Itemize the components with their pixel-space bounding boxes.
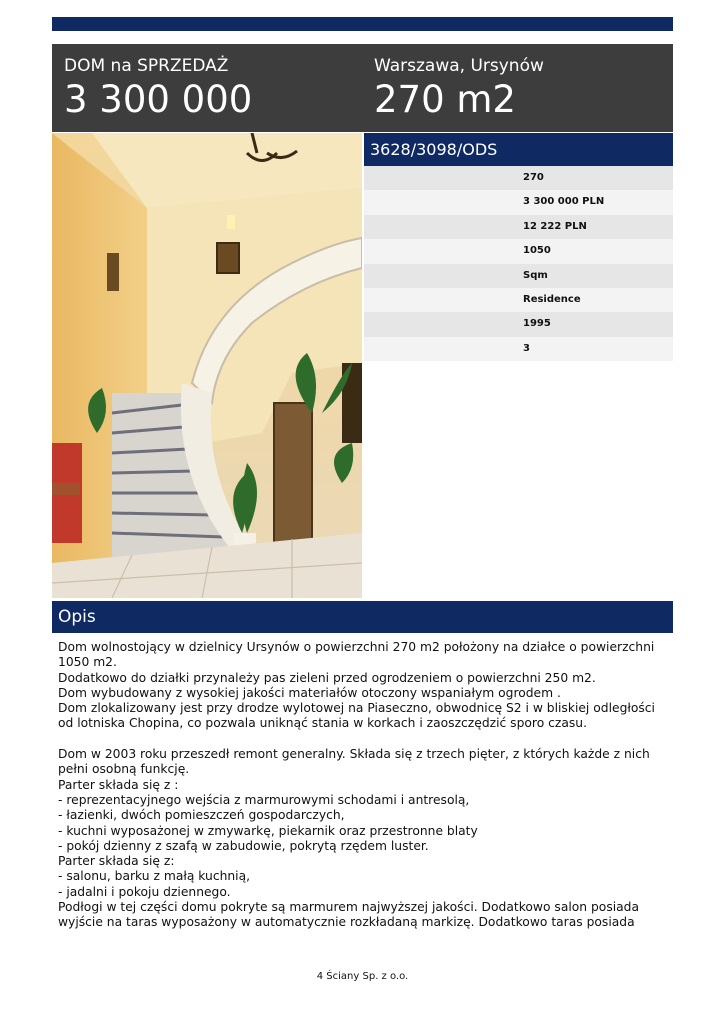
price: 3 300 000 [64,78,253,121]
description-line: pełni osobną funkcję. [58,762,190,777]
detail-row: 3 300 000 PLN [364,190,673,214]
listing-header [52,44,673,132]
description-body [58,640,670,931]
description-line: od lotniska Chopina, co pozwala uniknąć stania w korkach i zaoszczędzić sporo czasu. [58,716,587,731]
location: Warszawa, Ursynów [374,56,544,76]
description-line: - reprezentacyjnego wejścia z marmurowymi schodami i antresolą, [58,792,470,807]
staircase-illustration [52,133,362,598]
reference-number: 3628/3098/ODS [364,133,673,166]
description-line: 1050 m2. [58,655,117,670]
description-line: Dodatkowo do działki przynależy pas zieleni przed ogrodzeniem o powierzchni 250 m2. [58,670,596,685]
description-line: Podłogi w tej części domu pokryte są marmurem najwyższej jakości. Dodatkowo salon posiada [58,900,640,915]
detail-row: 1050 [364,239,673,263]
detail-row: 270 [364,166,673,190]
area: 270 m2 [374,78,516,121]
description-line: - pokój dzienny z szafą w zabudowie, pokrytą rzędem luster. [58,838,429,853]
description-line [58,732,670,747]
description-heading: Opis [52,601,673,633]
detail-row: 12 222 PLN [364,215,673,239]
detail-row: 1995 [364,312,673,336]
detail-row: Sqm [364,264,673,288]
details-table [364,166,673,361]
footer-company: 4 Ściany Sp. z o.o. [316,971,409,982]
header-right [374,56,544,122]
description-line: - łazienki, dwóch pomieszczeń gospodarczych, [58,808,345,823]
description-line: wyjście na taras wyposażony w automatycznie rozkładaną markizę. Dodatkowo taras posiada [58,915,635,930]
description-line: Parter składa się z : [58,777,179,792]
description-line: Dom w 2003 roku przeszedł remont generalny. Składa się z trzech pięter, z których każde z nich [58,747,650,762]
description-line: Dom zlokalizowany jest przy drodze wylotowej na Piaseczno, obwodnicę S2 i w bliskiej odległości [58,701,655,716]
header-left [64,56,252,122]
description-line: Dom wolnostojący w dzielnicy Ursynów o powierzchni 270 m2 położony na działce o powierzchni [58,640,655,654]
description-line: - jadalni i pokoju dziennego. [58,884,231,899]
offer-type: DOM na SPRZEDAŻ [64,56,229,76]
top-accent-bar [52,17,673,31]
description-line: - salonu, barku z małą kuchnią, [58,869,251,884]
property-photo [52,133,362,598]
description-line: - kuchni wyposażonej w zmywarkę, piekarnik oraz przestronne blaty [58,823,478,838]
detail-row: 3 [364,337,673,361]
detail-row: Residence [364,288,673,312]
description-line: Parter składa się z: [58,854,175,869]
description-line: Dom wybudowany z wysokiej jakości materiałów otoczony wspaniałym ogrodem . [58,685,561,700]
